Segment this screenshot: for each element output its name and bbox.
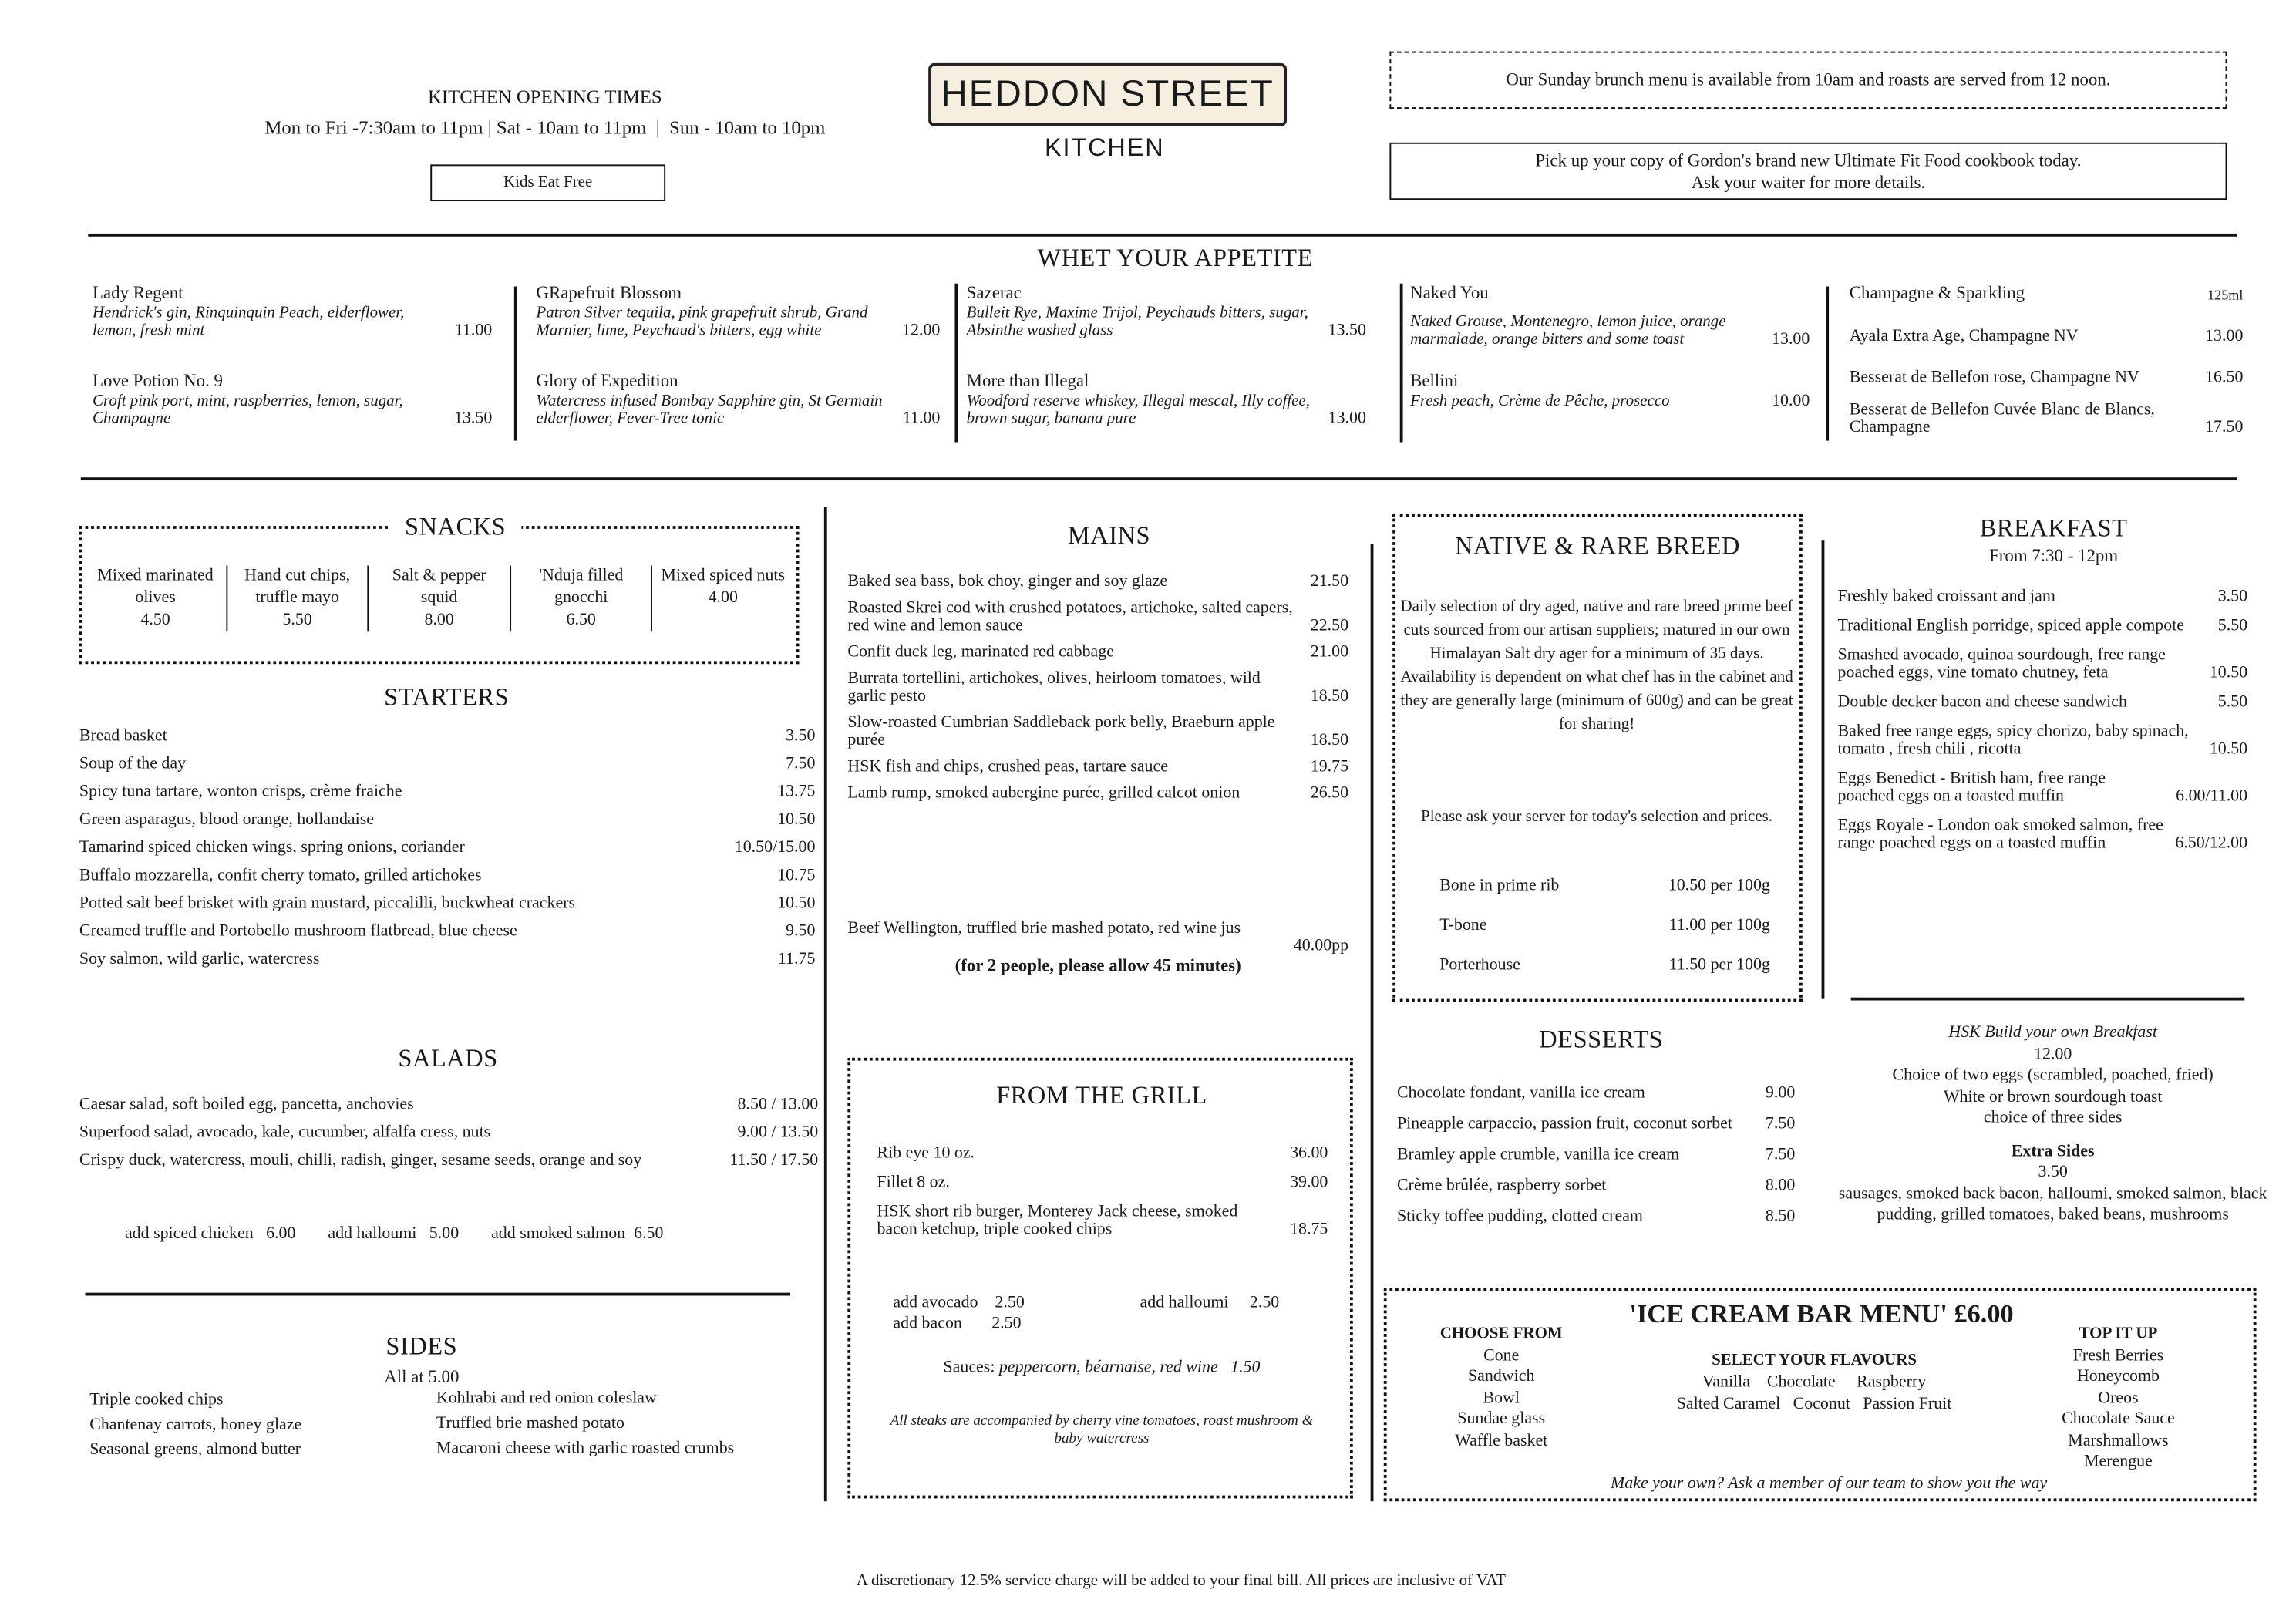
grill-sauces (867, 1359, 1337, 1376)
item-name: Eggs Royale - London oak smoked salmon, free range poached eggs on a toasted muffin (1837, 817, 2163, 853)
snack-item (369, 566, 511, 632)
salad-addon: add spiced chicken 6.00 (124, 1225, 296, 1243)
native-desc: Daily selection of dry aged, native and rare breed prime beef cuts sourced from our artisan suppliers; matured in our own Himalayan Salt dry ager for a minimum of 35 days. Availability is dependent on what chef has in the cabinet and they are generally large (minimum of 600g) and can be great for sharing! (1400, 598, 1793, 733)
menu-item (1838, 769, 2248, 805)
snack-item (227, 566, 369, 632)
item-price: 7.50 (1765, 1115, 1796, 1133)
cocktail-desc: Patron Silver tequila, pink grapefruit shrub, Grand Marnier, lime, Peychaud's bitters, egg white (536, 304, 868, 340)
item-name: Buffalo mozzarella, confit cherry tomato, grilled artichokes (79, 867, 482, 884)
snack-name: Salt & pepper squid (392, 567, 486, 607)
cocktail-price: 11.00 (902, 409, 941, 428)
menu-item (79, 867, 816, 884)
menu-item (1838, 588, 2248, 605)
item-price: 18.75 (1290, 1221, 1328, 1239)
item-name: Potted salt beef brisket with grain mustard, piccalilli, buckwheat crackers (79, 894, 576, 913)
item-price: 10.50 (2209, 740, 2248, 759)
cocktail-item (93, 282, 492, 339)
item-price: 11.50 / 17.50 (729, 1151, 819, 1170)
item-name: Freshly baked croissant and jam (1837, 588, 2055, 605)
divider (1826, 287, 1828, 441)
menu-item (1397, 1115, 1795, 1133)
item-price: 10.50 (777, 810, 816, 829)
menu-item (847, 784, 1348, 802)
icecream-title: 'ICE CREAM BAR MENU' £6.00 (1629, 1298, 2014, 1328)
choose-title: CHOOSE FROM (1439, 1325, 1563, 1343)
item-name: Spicy tuna tartare, wonton crisps, crème fraiche (79, 783, 402, 801)
desserts-title: DESSERTS (1539, 1025, 1664, 1054)
item-name: Crispy duck, watercress, mouli, chilli, radish, ginger, sesame seeds, orange and soy (79, 1151, 642, 1170)
divider (81, 477, 2237, 480)
cocktail-price: 10.00 (1772, 392, 1810, 410)
menu-item (79, 783, 816, 801)
item-price: 21.50 (1310, 573, 1349, 591)
snacks-title: SNACKS (389, 513, 521, 542)
side-item: Kohlrabi and red onion coleslaw (436, 1389, 657, 1408)
item-price: 19.75 (1310, 758, 1349, 776)
menu-item (1397, 1177, 1795, 1194)
cocktails-title: WHET YOUR APPETITE (1037, 244, 1314, 272)
champagne-title: Champagne & Sparkling (1849, 281, 2025, 303)
cocktail-item (93, 370, 492, 427)
item-price: 13.75 (777, 783, 816, 801)
divider (824, 507, 826, 1501)
champagne-name: Besserat de Bellefon Cuvée Blanc de Blancs, Champagne (1849, 401, 2155, 436)
item-price: 7.50 (1765, 1146, 1796, 1163)
champagne-name: Besserat de Bellefon rose, Champagne NV (1849, 369, 2139, 387)
brunch-note: Our Sunday brunch menu is available from 10am and roasts are served from 12 noon. (1389, 52, 2227, 109)
extra-desc: sausages, smoked back bacon, halloumi, smoked salmon, black pudding, grilled tomatoes, baked beans, mushrooms (1838, 1184, 2267, 1224)
menu-item (79, 811, 816, 829)
divider (954, 284, 957, 443)
item-name: Porterhouse (1439, 956, 1520, 975)
menu-item (1838, 617, 2248, 635)
item-price: 3.50 (786, 727, 816, 745)
item-price: 39.00 (1290, 1173, 1328, 1192)
cocktail-item (967, 282, 1366, 339)
flavours-title: SELECT YOUR FLAVOURS (1712, 1351, 1917, 1369)
cocktail-name: Glory of Expedition (536, 370, 678, 391)
menu-item (1838, 646, 2248, 682)
icecream-option: Sundae glass (1457, 1410, 1546, 1428)
item-name: Confit duck leg, marinated red cabbage (847, 643, 1114, 662)
item-price: 10.50 per 100g (1668, 877, 1770, 895)
menu-item (877, 1144, 1328, 1162)
snack-price: 8.00 (424, 611, 454, 629)
mains-title: MAINS (1067, 521, 1151, 550)
menu-item (1439, 956, 1770, 974)
cocktail-desc: Naked Grouse, Montenegro, lemon juice, orange marmalade, orange bitters and some toast (1410, 312, 1726, 349)
item-price: 8.50 / 13.00 (737, 1096, 819, 1114)
menu-item (1439, 917, 1770, 934)
snack-name: Mixed spiced nuts (661, 567, 786, 585)
footer-note: A discretionary 12.5% service charge will be added to your final bill. All prices are inclusive of VAT (856, 1571, 1506, 1590)
cocktail-desc: Fresh peach, Crème de Pêche, prosecco (1410, 392, 1670, 410)
icecream-toppings (2030, 1324, 2207, 1473)
addon: add bacon 2.50 (893, 1315, 1022, 1333)
item-name: Bread basket (79, 727, 167, 745)
breakfast-subtitle: From 7:30 - 12pm (1989, 544, 2119, 566)
cocktail-item (1410, 282, 1810, 349)
menu-item (847, 573, 1348, 591)
sauces-label: Sauces: (943, 1359, 995, 1377)
cocktail-price: 12.00 (902, 322, 941, 340)
flavours-line: Salted Caramel Coconut Passion Fruit (1676, 1396, 1952, 1413)
menu-item (79, 951, 816, 968)
cocktail-name: GRapefruit Blossom (536, 281, 682, 303)
menu-item (79, 839, 816, 857)
topping: Honeycomb (2076, 1367, 2160, 1386)
side-item: Seasonal greens, almond butter (89, 1441, 301, 1459)
item-price: 36.00 (1290, 1144, 1328, 1163)
item-price: 8.00 (1765, 1177, 1796, 1195)
salad-addon: add smoked salmon 6.50 (491, 1225, 664, 1243)
item-name: HSK fish and chips, crushed peas, tartare sauce (847, 758, 1168, 776)
item-price: 18.50 (1310, 687, 1349, 705)
item-name: Crème brûlée, raspberry sorbet (1396, 1177, 1607, 1195)
item-name: T-bone (1439, 916, 1487, 934)
logo-subtitle: KITCHEN (1045, 133, 1165, 162)
icecream-note: Make your own? Ask a member of our team to show you the way (1611, 1474, 2048, 1493)
cocktail-price: 11.00 (454, 322, 493, 340)
item-name: Rib eye 10 oz. (877, 1144, 975, 1163)
cocktail-price: 13.00 (1328, 409, 1366, 428)
item-name: Soup of the day (79, 755, 187, 773)
build-line: White or brown sourdough toast (1943, 1087, 2163, 1106)
cocktail-desc: Woodford reserve whiskey, Illegal mescal, Illy coffee, brown sugar, banana pure (966, 392, 1310, 428)
snack-name: Mixed marinated olives (97, 567, 214, 607)
side-item: Triple cooked chips (89, 1391, 224, 1409)
breakfast-title: BREAKFAST (1979, 514, 2128, 543)
item-price: 10.50/15.00 (734, 838, 816, 857)
item-name: Pineapple carpaccio, passion fruit, coconut sorbet (1396, 1115, 1732, 1133)
cookbook-note (1389, 143, 2227, 200)
divider (1851, 998, 2245, 1000)
divider (1822, 540, 1824, 998)
item-name: Bramley apple crumble, vanilla ice cream (1396, 1146, 1680, 1163)
item-name: Creamed truffle and Portobello mushroom flatbread, blue cheese (79, 922, 517, 941)
snack-name: 'Nduja filled gnocchi (539, 567, 624, 607)
champagne-unit: 125ml (2207, 289, 2244, 305)
cocktail-item (967, 370, 1366, 427)
addon: add avocado 2.50 (893, 1294, 1025, 1312)
item-price: 3.50 (2217, 588, 2248, 605)
item-name: Sticky toffee pudding, clotted cream (1396, 1207, 1643, 1226)
snack-price: 5.50 (282, 611, 312, 629)
cocktail-desc: Hendrick's gin, Rinquinquin Peach, elderflower, lemon, fresh mint (93, 304, 405, 340)
build-breakfast (1836, 1022, 2270, 1226)
item-name: Chocolate fondant, vanilla ice cream (1396, 1084, 1645, 1102)
menu-item (1439, 877, 1770, 894)
cocktail-price: 13.50 (453, 409, 493, 428)
topping: Marshmallows (2068, 1431, 2169, 1450)
cocktail-price: 13.50 (1328, 322, 1366, 340)
native-title: NATIVE & RARE BREED (1455, 531, 1740, 560)
extra-price: 3.50 (2038, 1163, 2068, 1181)
item-name: Baked sea bass, bok choy, ginger and soy glaze (847, 573, 1168, 591)
snack-name: Hand cut chips, truffle mayo (244, 567, 351, 607)
wellington-name: Beef Wellington, truffled brie mashed potato, red wine jus (847, 919, 1241, 938)
cocktail-desc: Croft pink port, mint, raspberries, lemon, sugar, Champagne (93, 392, 403, 428)
item-name: Eggs Benedict - British ham, free range poached eggs on a toasted muffin (1837, 769, 2106, 806)
topping: Fresh Berries (2072, 1346, 2164, 1365)
cocktail-name: Sazerac (966, 281, 1022, 303)
topping: Chocolate Sauce (2062, 1410, 2175, 1428)
menu-item (79, 894, 816, 912)
item-name: Double decker bacon and cheese sandwich (1837, 693, 2127, 712)
item-name: Bone in prime rib (1439, 877, 1560, 895)
menu-item (79, 923, 816, 941)
side-item: Macaroni cheese with garlic roasted crumbs (436, 1439, 735, 1458)
cocktail-price: 13.00 (1772, 330, 1810, 349)
menu-item (1838, 817, 2248, 852)
item-name: Superfood salad, avocado, kale, cucumber, alfalfa cress, nuts (79, 1123, 491, 1142)
menu-item (79, 755, 816, 773)
item-price: 10.50 (777, 894, 816, 913)
champagne-price: 13.00 (2205, 327, 2244, 345)
champagne-price: 17.50 (2205, 419, 2244, 436)
menu-item (847, 714, 1348, 749)
grill-title: FROM THE GRILL (996, 1081, 1207, 1109)
icecream-choose (1413, 1324, 1590, 1452)
menu-item (79, 1124, 818, 1142)
grill-note: All steaks are accompanied by cherry vine tomatoes, roast mushroom & baby watercress (890, 1413, 1314, 1447)
snack-price: 4.00 (708, 589, 738, 607)
item-price: 10.75 (777, 867, 816, 884)
menu-item (847, 670, 1348, 705)
item-price: 5.50 (2217, 617, 2248, 635)
top-title: TOP IT UP (2079, 1325, 2158, 1343)
build-line: Choice of two eggs (scrambled, poached, fried) (1892, 1066, 2214, 1085)
topping: Merengue (2084, 1453, 2153, 1471)
divider (88, 234, 2237, 236)
divider (1371, 544, 1373, 1501)
item-name: Slow-roasted Cumbrian Saddleback pork belly, Braeburn apple purée (847, 713, 1275, 749)
kids-eat-free-badge: Kids Eat Free (430, 164, 665, 201)
side-item: Truffled brie mashed potato (436, 1414, 624, 1433)
item-name: Burrata tortellini, artichokes, olives, heirloom tomatoes, wild garlic pesto (847, 669, 1261, 705)
item-name: Baked free range eggs, spicy chorizo, baby spinach, tomato , fresh chili , ricotta (1837, 722, 2189, 759)
starters-title: STARTERS (384, 682, 510, 712)
wellington-note: (for 2 people, please allow 45 minutes) (954, 955, 1241, 976)
sides-subtitle: All at 5.00 (384, 1365, 460, 1387)
item-name: Caesar salad, soft boiled egg, pancetta, anchovies (79, 1096, 414, 1114)
snack-item (511, 566, 653, 632)
build-title: HSK Build your own Breakfast (1948, 1023, 2157, 1042)
cocktail-desc: Watercress infused Bombay Sapphire gin, St Germain elderflower, Fever-Tree tonic (536, 392, 883, 428)
item-name: Lamb rump, smoked aubergine purée, grilled calcot onion (847, 784, 1241, 803)
opening-title: KITCHEN OPENING TIMES (428, 85, 662, 108)
menu-item (1838, 722, 2248, 758)
topping: Oreos (2098, 1389, 2139, 1407)
champagne-name: Ayala Extra Age, Champagne NV (1849, 327, 2079, 345)
icecream-flavours (1623, 1350, 2005, 1416)
item-name: Traditional English porridge, spiced apple compote (1837, 617, 2185, 635)
native-ask: Please ask your server for today's selection and prices. (1421, 807, 1773, 826)
item-price: 8.50 (1765, 1207, 1796, 1226)
item-price: 11.75 (777, 950, 816, 968)
item-price: 26.50 (1310, 784, 1349, 803)
cocktail-item (536, 282, 940, 339)
cocktail-name: More than Illegal (966, 370, 1089, 391)
snack-item (653, 566, 793, 632)
logo: HEDDON STREET (928, 63, 1287, 126)
item-price: 9.50 (786, 922, 816, 941)
item-name: Soy salmon, wild garlic, watercress (79, 950, 320, 968)
menu-item (1397, 1207, 1795, 1225)
snack-item (86, 566, 227, 632)
cocktail-name: Lady Regent (93, 281, 183, 303)
icecream-option: Bowl (1483, 1389, 1520, 1407)
cocktail-desc: Bulleit Rye, Maxime Trijol, Peychauds bitters, sugar, Absinthe washed glass (966, 304, 1308, 340)
menu-item (79, 1096, 818, 1113)
icecream-option: Waffle basket (1455, 1431, 1548, 1450)
item-price: 18.50 (1310, 731, 1349, 749)
item-price: 6.00/11.00 (2176, 787, 2248, 806)
item-price: 11.00 per 100g (1668, 916, 1770, 934)
opening-hours: Mon to Fri -7:30am to 11pm | Sat - 10am to 11pm | Sun - 10am to 10pm (264, 116, 826, 139)
item-price: 21.00 (1310, 643, 1349, 662)
cocktail-name: Bellini (1410, 370, 1459, 391)
item-name: Smashed avocado, quinoa sourdough, free range poached eggs, vine tomato chutney, feta (1837, 646, 2166, 682)
menu-item (847, 599, 1348, 635)
build-price: 12.00 (2034, 1045, 2072, 1063)
icecream-option: Cone (1483, 1346, 1520, 1365)
item-name: Fillet 8 oz. (877, 1173, 950, 1192)
item-name: HSK short rib burger, Monterey Jack cheese, smoked bacon ketchup, triple cooked chips (877, 1203, 1238, 1239)
item-name: Green asparagus, blood orange, hollandaise (79, 810, 374, 829)
side-item: Chantenay carrots, honey glaze (89, 1416, 302, 1434)
menu-item (1838, 693, 2248, 711)
item-price: 6.50/12.00 (2175, 834, 2248, 853)
menu-item (877, 1203, 1328, 1238)
item-price: 7.50 (786, 755, 816, 773)
cocktail-item (536, 370, 940, 427)
item-price: 5.50 (2217, 693, 2248, 712)
champagne-list (1850, 282, 2244, 436)
snack-price: 6.50 (566, 611, 596, 629)
sauces-list: peppercorn, béarnaise, red wine 1.50 (998, 1359, 1261, 1377)
cocktail-name: Love Potion No. 9 (93, 370, 223, 391)
item-price: 11.50 per 100g (1668, 956, 1770, 975)
cocktail-name: Naked You (1410, 281, 1489, 303)
menu-item (1397, 1084, 1795, 1102)
menu-item (1397, 1146, 1795, 1163)
sides-title: SIDES (385, 1332, 458, 1361)
grill-addons (893, 1295, 1319, 1333)
flavours-line: Vanilla Chocolate Raspberry (1702, 1373, 1927, 1392)
menu-item (847, 644, 1348, 662)
addon: add halloumi 2.50 (1140, 1294, 1280, 1312)
item-price: 10.50 (2209, 664, 2248, 682)
divider (514, 287, 517, 441)
menu-item (847, 758, 1348, 776)
item-price: 9.00 / 13.50 (737, 1123, 819, 1142)
menu-item (79, 1152, 818, 1170)
item-name: Tamarind spiced chicken wings, spring onions, coriander (79, 838, 465, 857)
cocktail-item (1410, 370, 1810, 409)
wellington-price: 40.00pp (1293, 937, 1349, 955)
icecream-option: Sandwich (1467, 1367, 1535, 1386)
snack-price: 4.50 (140, 611, 170, 629)
build-line: choice of three sides (1983, 1109, 2123, 1127)
cookbook-line-2: Ask your waiter for more details. (1691, 171, 1926, 193)
menu-item (877, 1173, 1328, 1191)
champagne-price: 16.50 (2205, 369, 2244, 387)
item-price: 22.50 (1310, 617, 1349, 635)
menu-item (79, 727, 816, 745)
cookbook-line-1: Pick up your copy of Gordon's brand new Ultimate Fit Food cookbook today. (1535, 150, 2082, 171)
item-price: 9.00 (1765, 1084, 1796, 1102)
divider (86, 1293, 791, 1295)
item-name: Roasted Skrei cod with crushed potatoes, artichoke, salted capers, red wine and lemon sauce (847, 599, 1293, 635)
extra-title: Extra Sides (2011, 1142, 2095, 1160)
salad-addon: add halloumi 5.00 (328, 1225, 460, 1243)
opening-times (206, 86, 884, 140)
salads-title: SALADS (398, 1044, 498, 1072)
wellington (847, 920, 1348, 977)
divider (1400, 284, 1402, 443)
